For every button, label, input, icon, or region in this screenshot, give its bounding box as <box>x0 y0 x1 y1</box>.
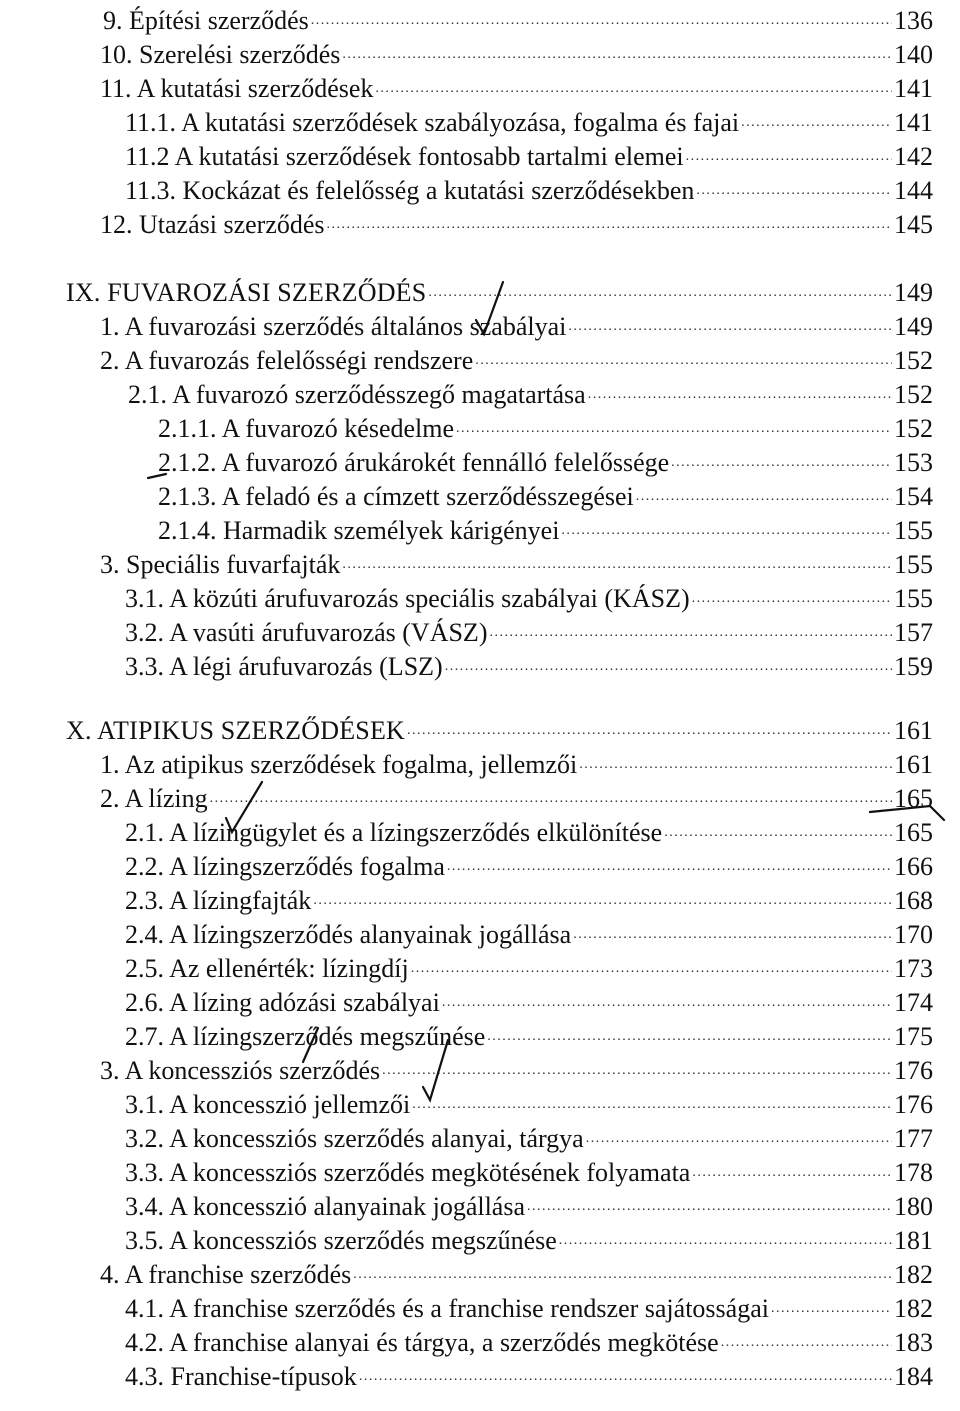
toc-entry-page-number: 177 <box>894 1124 933 1153</box>
toc-entry-page-number: 159 <box>894 652 933 681</box>
toc-entry-title: 3.2. A koncessziós szerződés alanyai, tárgya <box>125 1124 584 1153</box>
toc-entry-page-number: 140 <box>894 40 933 69</box>
dot-leader <box>568 307 892 342</box>
toc-entry-title: 3.5. A koncessziós szerződés megszűnése <box>125 1226 557 1255</box>
toc-entry <box>125 1018 933 1052</box>
toc-entry-page-number: 157 <box>894 618 933 647</box>
toc-entry-title: 2.5. Az ellenérték: lízingdíj <box>125 954 409 983</box>
dot-leader <box>664 813 892 848</box>
dot-leader <box>327 205 892 240</box>
toc-entry-title: 2. A lízing <box>100 784 208 813</box>
toc-entry <box>100 206 933 240</box>
toc-entry-title: 3. Speciális fuvarfajták <box>100 550 341 579</box>
toc-entry <box>125 882 933 916</box>
toc-entry-title: 3.4. A koncesszió alanyainak jogállása <box>125 1192 526 1221</box>
toc-entry-title: 2. A fuvarozás felelősségi rendszere <box>100 346 474 375</box>
toc-entry-title: 9. Építési szerződés <box>103 6 309 35</box>
dot-leader <box>559 1221 892 1256</box>
toc-entry <box>125 1120 933 1154</box>
toc-entry-page-number: 155 <box>894 550 933 579</box>
toc-entry-page-number: 136 <box>894 6 933 35</box>
toc-entry <box>125 814 933 848</box>
toc-entry-title: 4.3. Franchise-típusok <box>125 1362 357 1391</box>
toc-entry <box>125 1222 933 1256</box>
dot-leader <box>359 1357 892 1392</box>
toc-entry <box>100 746 933 780</box>
dot-leader <box>313 881 892 916</box>
toc-entry <box>125 950 933 984</box>
toc-entry <box>125 984 933 1018</box>
toc-entry-title: 11.2 A kutatási szerződések fontosabb tartalmi elemei <box>125 142 684 171</box>
toc-entry-title: 2.1.2. A fuvarozó árukárokét fennálló felelőssége <box>158 448 670 477</box>
dot-leader <box>342 35 892 70</box>
toc-entry-title: 2.2. A lízingszerződés fogalma <box>125 852 445 881</box>
toc-entry-title: 3. A koncessziós szerződés <box>100 1056 381 1085</box>
dot-leader <box>586 1119 892 1154</box>
toc-entry <box>128 376 933 410</box>
toc-entry <box>125 104 933 138</box>
dot-leader <box>588 375 892 410</box>
toc-entry <box>100 546 933 580</box>
toc-entry-page-number: 149 <box>894 312 933 341</box>
toc-entry <box>66 712 933 746</box>
toc-entry <box>100 36 933 70</box>
toc-entry-page-number: 176 <box>894 1090 933 1119</box>
toc-entry-title: 2.1. A fuvarozó szerződésszegő magatartása <box>128 380 586 409</box>
toc-entry <box>125 848 933 882</box>
toc-entry-page-number: 152 <box>894 346 933 375</box>
toc-entry-page-number: 170 <box>894 920 933 949</box>
dot-leader <box>428 273 892 308</box>
toc-entry <box>100 780 933 814</box>
dot-leader <box>721 1323 892 1358</box>
toc-entry-title: 2.1.1. A fuvarozó késedelme <box>158 414 455 443</box>
dot-leader <box>696 171 892 206</box>
toc-entry <box>100 1052 933 1086</box>
toc-entry-page-number: 168 <box>894 886 933 915</box>
toc-entry-page-number: 154 <box>894 482 933 511</box>
dot-leader <box>475 341 892 376</box>
toc-entry-title: 2.1. A lízingügylet és a lízingszerződés elkülönítése <box>125 818 663 847</box>
toc-entry-page-number: 178 <box>894 1158 933 1187</box>
toc-entry-page-number: 174 <box>894 988 933 1017</box>
toc-entry-page-number: 182 <box>894 1260 933 1289</box>
toc-entry-page-number: 173 <box>894 954 933 983</box>
dot-leader <box>636 477 892 512</box>
toc-entry <box>125 580 933 614</box>
dot-leader <box>692 1153 892 1188</box>
toc-entry-page-number: 149 <box>894 278 933 307</box>
toc-entry-page-number: 161 <box>894 716 933 745</box>
toc-entry-title: 10. Szerelési szerződés <box>100 40 341 69</box>
toc-entry-title: 3.2. A vasúti árufuvarozás (VÁSZ) <box>125 618 488 647</box>
toc-entry-page-number: 153 <box>894 448 933 477</box>
dot-leader <box>527 1187 892 1222</box>
dot-leader <box>342 545 892 580</box>
toc-entry-page-number: 182 <box>894 1294 933 1323</box>
toc-entry <box>125 1358 933 1392</box>
toc-entry-page-number: 183 <box>894 1328 933 1357</box>
toc-entry <box>125 1188 933 1222</box>
toc-entry-page-number: 152 <box>894 380 933 409</box>
dot-leader <box>771 1289 892 1324</box>
dot-leader <box>210 779 892 814</box>
toc-entry <box>125 1290 933 1324</box>
toc-entry-title: 3.1. A koncesszió jellemzői <box>125 1090 411 1119</box>
toc-entry <box>100 1256 933 1290</box>
toc-entry-page-number: 181 <box>894 1226 933 1255</box>
toc-entry <box>100 342 933 376</box>
dot-leader <box>561 511 892 546</box>
toc-entry <box>158 512 933 546</box>
toc-entry-page-number: 165 <box>894 818 933 847</box>
dot-leader <box>442 983 892 1018</box>
toc-entry <box>100 308 933 342</box>
toc-entry <box>158 444 933 478</box>
dot-leader <box>382 1051 892 1086</box>
toc-entry-title: 1. Az atipikus szerződések fogalma, jellemzői <box>100 750 578 779</box>
toc-entry <box>66 274 933 308</box>
dot-leader <box>671 443 892 478</box>
toc-entry-page-number: 152 <box>894 414 933 443</box>
toc-entry-title: 11.3. Kockázat és felelősség a kutatási szerződésekben <box>125 176 695 205</box>
toc-entry-page-number: 161 <box>894 750 933 779</box>
toc-entry <box>125 1086 933 1120</box>
toc-entry-page-number: 155 <box>894 584 933 613</box>
toc-entry <box>100 70 933 104</box>
toc-entry <box>103 2 933 36</box>
toc-entry-page-number: 175 <box>894 1022 933 1051</box>
toc-entry <box>125 1324 933 1358</box>
toc-entry-title: 11.1. A kutatási szerződések szabályozása, fogalma és fajai <box>125 108 740 137</box>
toc-entry-page-number: 145 <box>894 210 933 239</box>
toc-entry-page-number: 141 <box>894 108 933 137</box>
toc-entry-title: 4.2. A franchise alanyai és tárgya, a szerződés megkötése <box>125 1328 719 1357</box>
toc-entry <box>125 614 933 648</box>
toc-entry-title: 3.1. A közúti árufuvarozás speciális szabályai (KÁSZ) <box>125 584 690 613</box>
dot-leader <box>573 915 892 950</box>
toc-entry-page-number: 141 <box>894 74 933 103</box>
toc-entry-title: 2.6. A lízing adózási szabályai <box>125 988 440 1017</box>
dot-leader <box>412 1085 892 1120</box>
toc-entry <box>125 172 933 206</box>
dot-leader <box>375 69 892 104</box>
toc-entry-page-number: 176 <box>894 1056 933 1085</box>
dot-leader <box>692 579 892 614</box>
dot-leader <box>407 711 892 746</box>
toc-entry-title: 11. A kutatási szerződések <box>100 74 374 103</box>
dot-leader <box>447 847 892 882</box>
toc-entry-title: 2.1.3. A feladó és a címzett szerződésszegései <box>158 482 634 511</box>
toc-entry-page-number: 142 <box>894 142 933 171</box>
toc-entry-title: 4. A franchise szerződés <box>100 1260 352 1289</box>
toc-entry-title: 12. Utazási szerződés <box>100 210 325 239</box>
toc-entry-page-number: 166 <box>894 852 933 881</box>
toc-entry <box>125 916 933 950</box>
toc-entry-page-number: 165 <box>894 784 933 813</box>
toc-entry-page-number: 180 <box>894 1192 933 1221</box>
toc-entry-page-number: 155 <box>894 516 933 545</box>
dot-leader <box>487 1017 892 1052</box>
dot-leader <box>579 745 892 780</box>
toc-entry-title: X. ATIPIKUS SZERZŐDÉSEK <box>66 716 406 745</box>
toc-entry-title: IX. FUVAROZÁSI SZERZŐDÉS <box>66 278 427 307</box>
toc-entry-title: 2.4. A lízingszerződés alanyainak jogállása <box>125 920 572 949</box>
toc-entry-title: 1. A fuvarozási szerződés általános szabályai <box>100 312 567 341</box>
toc-entry-title: 3.3. A légi árufuvarozás (LSZ) <box>125 652 443 681</box>
toc-entry <box>158 478 933 512</box>
toc-entry-page-number: 184 <box>894 1362 933 1391</box>
toc-entry <box>158 410 933 444</box>
toc-entry-title: 2.3. A lízingfajták <box>125 886 312 915</box>
toc-entry <box>125 648 933 682</box>
toc-entry <box>125 138 933 172</box>
toc-entry-title: 4.1. A franchise szerződés és a franchise rendszer sajátosságai <box>125 1294 769 1323</box>
dot-leader <box>686 137 892 172</box>
dot-leader <box>456 409 892 444</box>
toc-entry-title: 3.3. A koncessziós szerződés megkötésének folyamata <box>125 1158 691 1187</box>
toc-entry-page-number: 144 <box>894 176 933 205</box>
dot-leader <box>353 1255 892 1290</box>
toc-entry-title: 2.1.4. Harmadik személyek kárigényei <box>158 516 560 545</box>
toc-entry <box>125 1154 933 1188</box>
toc-entry-title: 2.7. A lízingszerződés megszűnése <box>125 1022 486 1051</box>
dot-leader <box>411 949 892 984</box>
dot-leader <box>741 103 892 138</box>
dot-leader <box>445 647 892 682</box>
dot-leader <box>311 1 892 36</box>
dot-leader <box>489 613 892 648</box>
